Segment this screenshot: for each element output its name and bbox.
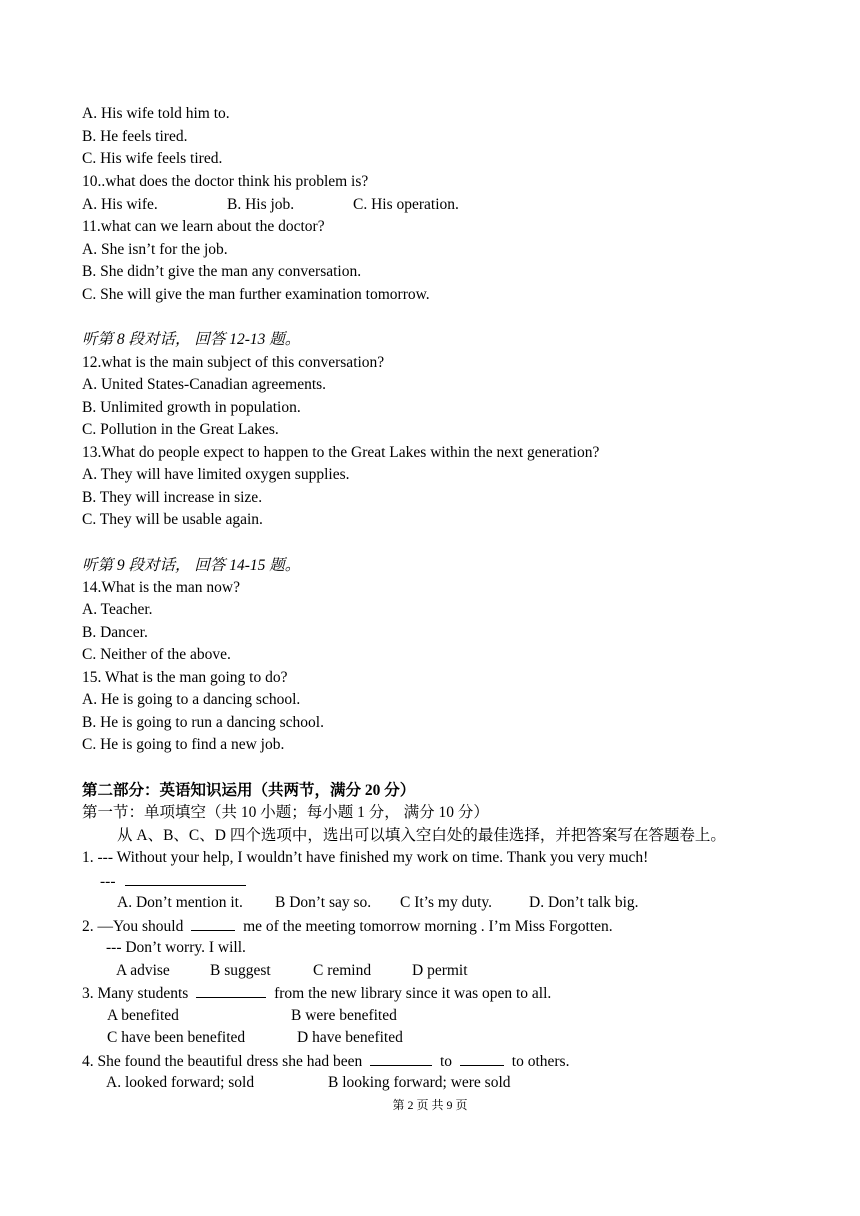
mc-q3-option-b: B were benefited bbox=[291, 1007, 397, 1024]
mc-q1-option-d: D. Don’t talk big. bbox=[529, 894, 639, 911]
page-footer: 第 2 页 共 9 页 bbox=[392, 1098, 468, 1112]
q11-option-a: A. She isn’t for the job. bbox=[82, 241, 228, 258]
q9-option-a: A. His wife told him to. bbox=[82, 105, 230, 122]
mc-q3-option-d: D have benefited bbox=[297, 1029, 403, 1046]
mc-q2-options bbox=[116, 961, 468, 981]
q13-option-c: C. They will be usable again. bbox=[82, 511, 263, 528]
mc-q1-reply-dashes: --- bbox=[100, 873, 116, 890]
q15-stem: 15. What is the man going to do? bbox=[82, 669, 288, 686]
q12-option-b: B. Unlimited growth in population. bbox=[82, 399, 301, 416]
mc-q2-stem-part1: 2. —You should bbox=[82, 918, 184, 935]
mc-q3-option-a: A benefited bbox=[107, 1007, 179, 1024]
mc-q2-option-c: C remind bbox=[313, 962, 372, 979]
q13-option-b: B. They will increase in size. bbox=[82, 489, 263, 506]
mc-q4-stem-part1: 4. She found the beautiful dress she had been bbox=[82, 1053, 363, 1070]
mc-q3-options-row2 bbox=[107, 1028, 403, 1048]
mc-q1-option-a: A. Don’t mention it. bbox=[117, 894, 243, 911]
q9-option-b: B. He feels tired. bbox=[82, 128, 188, 145]
mc-q2-stem-part2: me of the meeting tomorrow morning . I’m Miss Forgotten. bbox=[243, 918, 613, 935]
q13-stem: 13.What do people expect to happen to the Great Lakes within the next generation? bbox=[82, 444, 600, 461]
mc-q1-blank bbox=[125, 871, 246, 886]
mc-q2-option-d: D permit bbox=[412, 962, 468, 979]
part2-subtitle: 第一节：单项填空（共 10 小题；每小题 1 分， 满分 10 分） bbox=[82, 804, 489, 821]
q15-option-b: B. He is going to run a dancing school. bbox=[82, 714, 324, 731]
section-9-heading: 听第 9 段对话， 回答 14-15 题。 bbox=[82, 557, 301, 574]
mc-q4-stem-part3: to others. bbox=[511, 1053, 570, 1070]
q10-option-a: A. His wife. bbox=[82, 196, 158, 213]
part2-instructions: 从 A、B、C、D 四个选项中，选出可以填入空白处的最佳选择，并把答案写在答题卷上。 bbox=[117, 827, 726, 844]
mc-q4-blank-1 bbox=[370, 1051, 432, 1066]
mc-q4-blank-2 bbox=[460, 1051, 504, 1066]
q12-option-c: C. Pollution in the Great Lakes. bbox=[82, 421, 279, 438]
q10-option-b: B. His job. bbox=[227, 196, 295, 213]
mc-q1-option-c: C It’s my duty. bbox=[400, 894, 493, 911]
mc-q4-options bbox=[106, 1073, 511, 1093]
mc-q2-option-b: B suggest bbox=[210, 962, 271, 979]
mc-q2-option-a: A advise bbox=[116, 962, 170, 979]
q14-option-b: B. Dancer. bbox=[82, 624, 148, 641]
mc-q4-option-a: A. looked forward; sold bbox=[106, 1074, 255, 1091]
mc-q1-reply bbox=[100, 871, 246, 892]
q11-stem: 11.what can we learn about the doctor? bbox=[82, 218, 325, 235]
mc-q3-option-c: C have been benefited bbox=[107, 1029, 246, 1046]
mc-q3-options-row1 bbox=[107, 1006, 397, 1026]
mc-q3-stem bbox=[82, 983, 551, 1004]
mc-q2-blank bbox=[191, 916, 235, 931]
mc-q1-options bbox=[117, 893, 639, 913]
q15-option-a: A. He is going to a dancing school. bbox=[82, 691, 301, 708]
section-8-heading: 听第 8 段对话， 回答 12-13 题。 bbox=[82, 331, 301, 348]
q10-option-c: C. His operation. bbox=[353, 196, 459, 213]
mc-q3-stem-part2: from the new library since it was open to all. bbox=[274, 985, 552, 1002]
q15-option-c: C. He is going to find a new job. bbox=[82, 736, 285, 753]
q13-option-a: A. They will have limited oxygen supplies. bbox=[82, 466, 350, 483]
mc-q1-stem: 1. --- Without your help, I wouldn’t have finished my work on time. Thank you very much! bbox=[82, 849, 649, 866]
q14-option-c: C. Neither of the above. bbox=[82, 646, 231, 663]
q9-option-c: C. His wife feels tired. bbox=[82, 150, 223, 167]
mc-q4-stem bbox=[82, 1051, 569, 1072]
mc-q1-option-b: B Don’t say so. bbox=[275, 894, 372, 911]
mc-q4-option-b: B looking forward; were sold bbox=[328, 1074, 511, 1091]
q10-options bbox=[82, 195, 459, 215]
q12-stem: 12.what is the main subject of this conversation? bbox=[82, 354, 385, 371]
q14-stem: 14.What is the man now? bbox=[82, 579, 240, 596]
mc-q3-blank bbox=[196, 983, 266, 998]
mc-q2-stem bbox=[82, 916, 613, 937]
mc-q3-stem-part1: 3. Many students bbox=[82, 985, 189, 1002]
q11-option-b: B. She didn’t give the man any conversation. bbox=[82, 263, 362, 280]
part2-title: 第二部分：英语知识运用（共两节，满分 20 分） bbox=[82, 782, 416, 799]
q14-option-a: A. Teacher. bbox=[82, 601, 153, 618]
mc-q2-reply: --- Don’t worry. I will. bbox=[106, 939, 246, 956]
q11-option-c: C. She will give the man further examination tomorrow. bbox=[82, 286, 430, 303]
q10-stem: 10..what does the doctor think his problem is? bbox=[82, 173, 369, 190]
q12-option-a: A. United States-Canadian agreements. bbox=[82, 376, 327, 393]
mc-q4-stem-part2: to bbox=[439, 1053, 453, 1070]
